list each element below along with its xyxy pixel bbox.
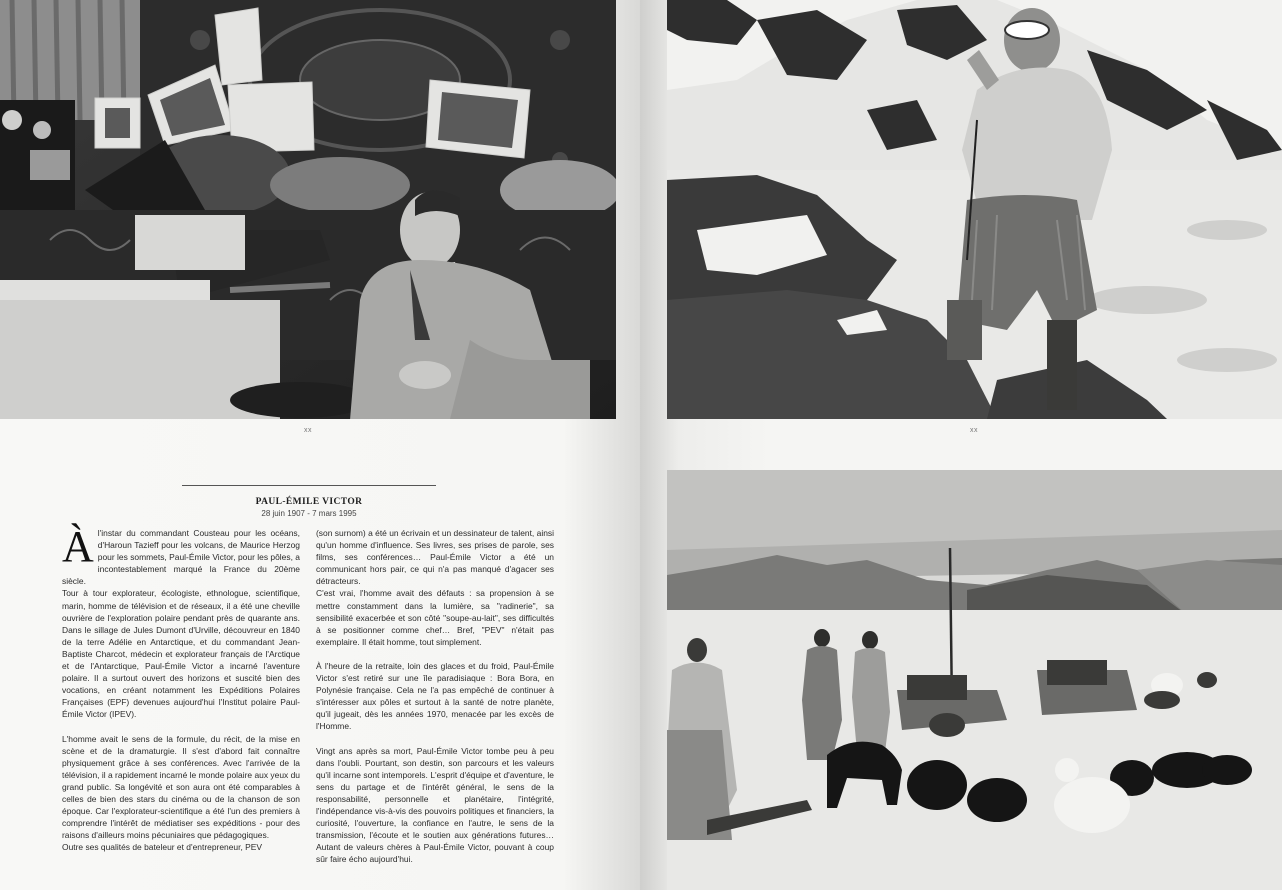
paragraph: L'homme avait le sens de la formule, du récit, de la mise en scène et de la dramaturgie. Il s'est d'abord fait connaître physiquement grâce à ses conférences. Avec l'arrivée de la télévision, il a rapidement incarné le monde polaire aux yeux du grand public. Sa longévité et son aura ont été comparables à celles de bien des stars du cinéma ou de la chanson de son époque. Car l'explorateur-scientifique a été l'un des premiers à comprendre l'intérêt de médiatiser ses expéditions - pour des raisons d'ailleurs moins pécuniaires que pédagogiques. <box>62 733 300 841</box>
article-title: PAUL-ÉMILE VICTOR <box>255 497 363 507</box>
paragraph: Outre ses qualités de bateleur et d'entrepreneur, PEV <box>62 842 263 853</box>
photo-sled-dog-team <box>667 470 1282 890</box>
right-page <box>640 0 1282 890</box>
paragraph: Tour à tour explorateur, écologiste, ethnologue, scientifique, marin, homme de télévision et de réseaux, il a été une cheville ouvrière de l'exploration polaire pendant près de quarante ans. Dans le sillage de Jules Dumont d'Urville, découvreur en 1840 de la terre Adélie en Antarctique, et du commandant Jean-Baptiste Charcot, médecin et explorateur français de l'Arctique et de l'Antarctique, Paul-Émile Victor a incarné l'aventure polaire. Il a surtout ouvert des horizons et suscité bien des vocations, en créant notamment les Expéditions Polaires Françaises (EPF) devenues aujourd'hui l'Institut polaire Paul-Émile Victor (IPEV). <box>62 588 300 720</box>
photo-resting-man <box>0 0 616 419</box>
left-page <box>0 0 640 890</box>
paragraph: C'est vrai, l'homme avait des défauts : sa propension à se mettre constamment dans la lumière, sa "radinerie", sa sensibilité exacerbée et son côté "soupe-au-lait", ses difficultés à se positionner comme chef… Bref, "PEV" n'était pas exemplaire. Il était homme, tout simplement. <box>316 588 554 647</box>
paragraph: Vingt ans après sa mort, Paul-Émile Victor tombe peu à peu dans l'oubli. Pourtant, son destin, son parcours et les valeurs qu'il incarne sont intemporels. L'esprit d'équipe et d'aventure, le sens du partage et de l'intérêt général, le sens de la responsabilité, personnelle et planétaire, l'intégrité, l'indépendance vis-à-vis des pouvoirs politiques et financiers, la curiosité, l'ouverture, la confiance en l'autre, le sens de la transmission, l'écoute et le soutien aux générations futures… Autant de valeurs chères à Paul-Émile Victor, pouvant à coup sûr faire écho aujourd'hui. <box>316 745 554 865</box>
paragraph: l'instar du commandant Cousteau pour les océans, d'Haroun Tazieff pour les volcans, de Maurice Herzog pour les sommets, Paul-Émile Victor, pour les pôles, a incontestablement marqué la France du 20ème siècle. <box>62 528 300 587</box>
photo-explorer-in-fur <box>667 0 1282 419</box>
title-rule <box>182 485 436 486</box>
article-column-2 <box>316 527 554 865</box>
photo-caption: xx <box>970 427 978 434</box>
paragraph: (son surnom) a été un écrivain et un dessinateur de talent, ainsi qu'un homme d'influence. Ses livres, ses prises de parole, ses films, ses conférences… Paul-Émile Victor a été un communicant hors pair, ce qui n'a pas manqué d'agacer ses détracteurs. <box>316 528 554 587</box>
drop-cap: À <box>62 522 94 571</box>
paragraph: À l'heure de la retraite, loin des glaces et du froid, Paul-Émile Victor s'est retiré sur une île paradisiaque : Bora Bora, en Polynésie française. Cela ne l'a pas empêché de continuer à s'intéresser aux pôles et surtout à la santé de notre planète, qu'il jugeait, dès les années 1970, menacée par les excès de l'Homme. <box>316 660 554 732</box>
article-dates: 28 juin 1907 - 7 mars 1995 <box>261 509 357 518</box>
article-column-1 <box>62 522 300 853</box>
photo-caption: xx <box>304 427 312 434</box>
